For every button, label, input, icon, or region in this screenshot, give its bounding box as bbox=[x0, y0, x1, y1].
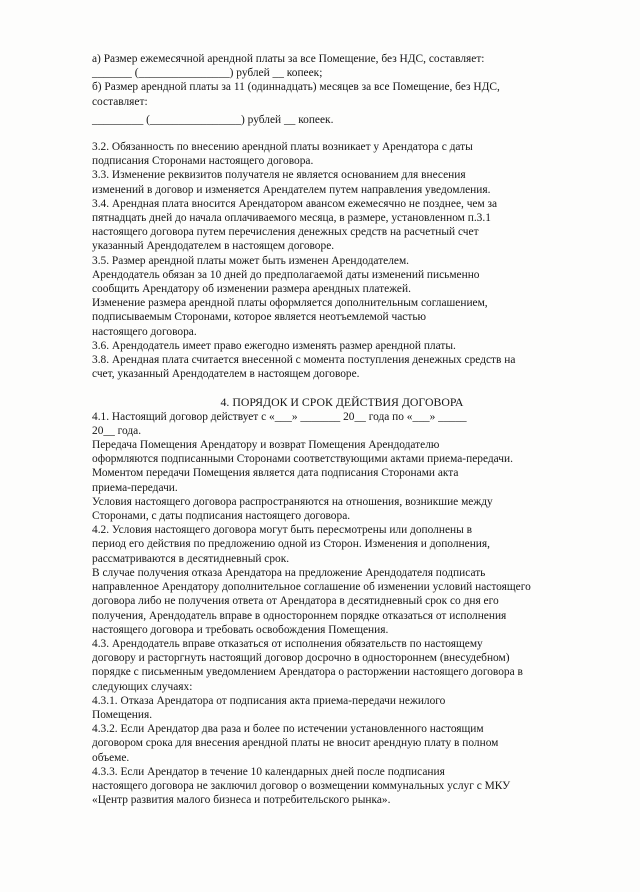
clause-4-1-moment bbox=[92, 466, 592, 494]
clause-4-3-2 bbox=[92, 722, 592, 765]
text-line: порядке с письменным уведомлением Арендатора о расторжении настоящего договора в bbox=[92, 666, 523, 679]
text-line: 20__ года. bbox=[92, 424, 142, 437]
rent-amount-block bbox=[92, 52, 592, 127]
monthly-rent-clause bbox=[92, 52, 592, 66]
text-line: 3.3. Изменение реквизитов получателя не является основанием для внесения bbox=[92, 169, 466, 182]
text-line: сообщить Арендатору об изменении размера арендных платежей. bbox=[92, 283, 411, 296]
clause-3-4 bbox=[92, 197, 592, 254]
text-line: составляет: bbox=[92, 95, 148, 108]
text-line: изменений в договор и изменяется Арендателем путем направления уведомления. bbox=[92, 183, 491, 196]
clause-4-1 bbox=[92, 410, 592, 438]
text-line: а) Размер ежемесячной арендной платы за все Помещение, без НДС, составляет: bbox=[92, 53, 485, 65]
text-line: В случае получения отказа Арендатора на предложение Арендодателя подписать bbox=[92, 566, 486, 579]
text-line: договора либо не получения ответа от Арендатора в десятидневный срок со дня его bbox=[92, 595, 499, 608]
clause-4-1-transfer bbox=[92, 438, 592, 466]
text-line: Арендодатель обязан за 10 дней до предполагаемой даты изменений письменно bbox=[92, 268, 480, 281]
text-line: 3.2. Обязанность по внесению арендной платы возникает у Арендатора с даты bbox=[92, 141, 473, 153]
text-line: объеме. bbox=[92, 751, 130, 764]
text-line: договору и расторгнуть настоящий договор досрочно в одностороннем (внесудебном) bbox=[92, 652, 510, 665]
clause-4-3 bbox=[92, 637, 592, 694]
text-line: рассматриваются в десятидневный срок. bbox=[92, 552, 290, 565]
text-line: получения, Арендодатель вправе в одностороннем порядке отказаться от исполнения bbox=[92, 609, 507, 622]
text-line: 3.8. Арендная плата считается внесенной с момента поступления денежных средств на bbox=[92, 354, 516, 367]
text-line: 4.3.2. Если Арендатор два раза и более по истечении установленного настоящим bbox=[92, 723, 484, 736]
clause-3-8 bbox=[92, 353, 592, 381]
clause-3-6 bbox=[92, 339, 592, 353]
text-line: 4.3.3. Если Арендатор в течение 10 календарных дней после подписания bbox=[92, 765, 445, 778]
text-line: подписываемым Сторонами, которое является неотъемлемой частью bbox=[92, 311, 427, 324]
text-line: 4.3.1. Отказа Арендатора от подписания акта приема-передачи нежилого bbox=[92, 694, 446, 707]
text-line: период его действия по предложению одной из Сторон. Изменения и дополнения, bbox=[92, 538, 490, 551]
eleven-month-rent-clause bbox=[92, 80, 592, 108]
text-line: настоящего договора не заключил договор о возмещении коммунальных услуг с МКУ bbox=[92, 779, 511, 792]
clause-3-5 bbox=[92, 254, 592, 268]
text-line: 4.2. Условия настоящего договора могут быть пересмотрены или дополнены в bbox=[92, 524, 472, 537]
text-line: Условия настоящего договора распространяются на отношения, возникшие между bbox=[92, 495, 493, 508]
clause-4-2 bbox=[92, 523, 592, 566]
text-line: 3.6. Арендодатель имеет право ежегодно изменять размер арендной платы. bbox=[92, 339, 456, 352]
clause-3-2 bbox=[92, 140, 592, 168]
clause-4-3-1 bbox=[92, 694, 592, 722]
clause-4-2-refusal bbox=[92, 566, 592, 637]
text-line: _______ (________________) рублей __ копеек; bbox=[92, 67, 323, 80]
text-line: указанный Арендодателем в настоящем договоре. bbox=[92, 240, 335, 253]
text-line: следующих случаях: bbox=[92, 680, 193, 693]
text-line: Моментом передачи Помещения является дата подписания Сторонами акта bbox=[92, 467, 459, 480]
clause-3-3 bbox=[92, 168, 592, 196]
clause-3-5-notice bbox=[92, 268, 592, 296]
text-line: пятнадцать дней до начала оплачиваемого месяца, в размере, установленном п.3.1 bbox=[92, 212, 491, 225]
text-line: направленное Арендатору дополнительное соглашение об изменении условий настоящего bbox=[92, 581, 531, 594]
text-line: подписания Сторонами настоящего договора. bbox=[92, 155, 314, 168]
clause-4-1-terms bbox=[92, 495, 592, 523]
text-line: настоящего договора путем перечисления денежных средств на расчетный счет bbox=[92, 226, 479, 239]
text-line: Помещения. bbox=[92, 708, 153, 721]
text-line: Передача Помещения Арендатору и возврат Помещения Арендодателю bbox=[92, 439, 440, 452]
text-line: _________ (________________) рублей __ копеек. bbox=[92, 113, 334, 126]
text-line: 3.4. Арендная плата вносится Арендатором авансом ежемесячно не позднее, чем за bbox=[92, 197, 498, 210]
text-line: Изменение размера арендной платы оформляется дополнительным соглашением, bbox=[92, 297, 488, 310]
text-line: настоящего договора и требовать освобождения Помещения. bbox=[92, 623, 389, 636]
text-line: б) Размер арендной платы за 11 (одиннадцать) месяцев за все Помещение, без НДС, bbox=[92, 81, 500, 94]
text-line: договором срока для внесения арендной платы не вносит арендную плату в полном bbox=[92, 737, 499, 750]
text-line: счет, указанный Арендодателем в настоящем договоре. bbox=[92, 368, 360, 381]
text-line: настоящего договора. bbox=[92, 325, 197, 338]
section-3-block bbox=[92, 140, 592, 807]
text-line: «Центр развития малого бизнеса и потребительского рынка». bbox=[92, 794, 391, 807]
eleven-month-rent-blank bbox=[92, 113, 592, 127]
text-line: 4. ПОРЯДОК И СРОК ДЕЙСТВИЯ ДОГОВОРА bbox=[220, 395, 464, 410]
text-line: 4.3. Арендодатель вправе отказаться от исполнения обязательств по настоящему bbox=[92, 637, 483, 650]
text-line: 4.1. Настоящий договор действует с «___» _______ 20__ года по «___» _____ bbox=[92, 410, 467, 423]
clause-3-5-amendment bbox=[92, 296, 592, 339]
section-4-heading bbox=[92, 395, 592, 409]
monthly-rent-blank bbox=[92, 66, 592, 80]
text-line: приема-передачи. bbox=[92, 481, 178, 494]
text-line: 3.5. Размер арендной платы может быть изменен Арендодателем. bbox=[92, 254, 410, 267]
text-line: Сторонами, с даты подписания настоящего договора. bbox=[92, 510, 351, 523]
clause-4-3-3 bbox=[92, 765, 592, 808]
text-line: оформляются подписанными Сторонами соответствующими актами приема-передачи. bbox=[92, 453, 513, 466]
